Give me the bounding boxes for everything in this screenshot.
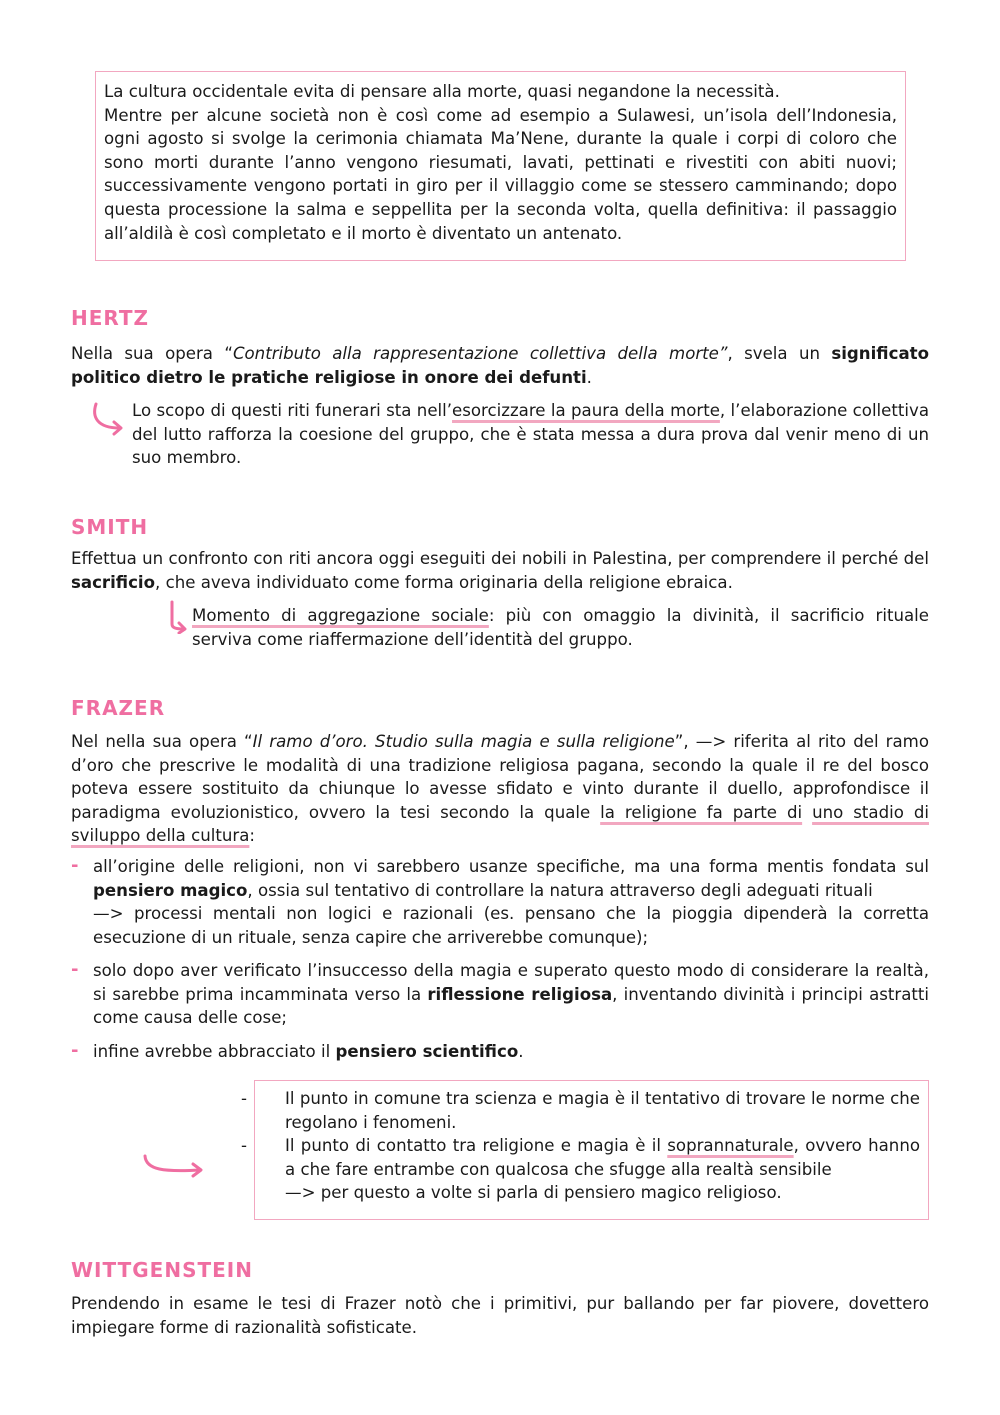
intro-line-1: La cultura occidentale evita di pensare alla morte, quasi negandone la necessità. (104, 82, 780, 101)
hertz-note (132, 399, 929, 470)
frazer-list-item-1 (93, 855, 929, 949)
bullet-marker-1: - (71, 855, 79, 876)
frazer-list-item-2 (93, 959, 945, 1030)
list-item-2-text-a: solo dopo aver verificato l’insuccesso della magia e superato questo modo di considerare la realtà, si sarebbe prima incamminata verso la (93, 961, 945, 1004)
frazer-text-c: : (249, 826, 255, 846)
bullet-marker-2: - (71, 959, 79, 980)
hertz-note-highlight: esorcizzare la paura della morte (452, 401, 720, 420)
heading-smith: SMITH (71, 515, 149, 539)
corner-arrow-icon (166, 600, 192, 634)
note-box-item-2-text-c: —> per questo a volte si parla di pensiero magico religioso. (285, 1183, 782, 1203)
smith-paragraph (71, 547, 929, 594)
frazer-highlight-2: uno stadio di sviluppo della cultura (71, 802, 929, 846)
note-box-item-1-text: Il punto in comune tra scienza e magia è il tentativo di trovare le norme che regolano i fenomeni. (285, 1089, 920, 1132)
hertz-text-b: , svela un (727, 344, 832, 363)
frazer-work-title: Il ramo d’oro. Studio sulla magia e sulla religione (252, 732, 675, 751)
curved-arrow-icon (90, 402, 130, 438)
list-item-2-bold: riflessione religiosa (427, 984, 613, 1004)
list-item-1-bold: pensiero magico (93, 880, 248, 900)
list-item-1-text-c: —> processi mentali non logici e razionali (es. pensano che la pioggia dipenderà la corretta esecuzione di un rituale, senza capire che arriverebbe comunque); (93, 904, 929, 947)
list-item-1-text-b: , ossia sul tentativo di controllare la natura attraverso degli adeguati rituali (247, 880, 873, 900)
hertz-text-c: . (586, 367, 592, 387)
list-item-3-bold: pensiero scientifico (335, 1042, 519, 1061)
smith-note (192, 604, 929, 651)
hertz-paragraph (71, 342, 929, 389)
smith-note-b: : più con omaggio la divinità, il sacrificio rituale serviva come riaffermazione dell’identità del gruppo. (192, 606, 929, 649)
heading-hertz: HERTZ (71, 306, 150, 330)
list-item-2-text-b: , inventando divinità i principi astratti come causa delle cose; (93, 984, 935, 1028)
smith-bold-text: sacrificio (71, 572, 156, 592)
list-item-3-text-b: . (518, 1042, 524, 1061)
frazer-highlight-1: la religione fa parte di (600, 802, 803, 822)
note-box-item-1 (241, 1087, 920, 1134)
hertz-note-a: Lo scopo di questi riti funerari sta nell’ (132, 401, 453, 420)
hertz-note-b: , l’elaborazione collettiva del lutto rafforza la coesione del gruppo, che è stata messa a dura prova dal venir meno di un suo membro. (132, 401, 929, 468)
note-box-highlight: soprannaturale (667, 1136, 794, 1156)
frazer-paragraph (71, 730, 929, 848)
dash-marker: - (241, 1136, 247, 1156)
frazer-note-box (241, 1080, 929, 1220)
note-box-item-2 (241, 1134, 920, 1205)
intro-box (95, 71, 906, 261)
note-box-item-2-text-b: , ovvero hanno a che fare entrambe con qualcosa che sfugge alla realtà sensibile (285, 1136, 920, 1179)
bullet-marker-3: - (71, 1040, 79, 1061)
list-item-3-text-a: infine avrebbe abbracciato il (93, 1042, 336, 1061)
frazer-text-b: ”, —> riferita al rito del ramo d’oro che prescrive le modalità di una tradizione religiosa pagana, secondo la quale il re del bosco poteva essere sostituito da chiunque lo avesse sfidato e vinto durante il duello, approfondisce il paradigma evoluzionistico, ovvero la tesi secondo la quale (71, 732, 929, 822)
dash-marker: - (241, 1089, 247, 1108)
frazer-text-mid (802, 803, 812, 822)
frazer-list-item-3 (93, 1040, 929, 1064)
smith-text-b: , che aveva individuato come forma originaria della religione ebraica. (155, 572, 733, 592)
smith-note-highlight: Momento di aggregazione sociale (192, 606, 489, 625)
hertz-bold-text: significato politico dietro le pratiche religiose in onore dei defunti (71, 344, 929, 387)
hertz-text-a: Nella sua opera “ (71, 344, 233, 363)
heading-wittgenstein: WITTGENSTEIN (71, 1258, 253, 1282)
frazer-text-a: Nel nella sua opera “ (71, 732, 253, 751)
curved-arrow-icon (142, 1152, 206, 1182)
heading-frazer: FRAZER (71, 696, 166, 720)
list-item-1-text-a: all’origine delle religioni, non vi sarebbero usanze specifiche, ma una forma mentis fondata sul (93, 857, 929, 876)
hertz-work-title: Contributo alla rappresentazione collettiva della morte” (232, 344, 728, 363)
smith-text-a: Effettua un confronto con riti ancora oggi eseguiti dei nobili in Palestina, per comprendere il perché del (71, 549, 929, 568)
note-box-item-2-text-a: Il punto di contatto tra religione e magia è il (285, 1136, 668, 1156)
wittgenstein-paragraph: Prendendo in esame le tesi di Frazer notò che i primitivi, pur ballando per far piovere, dovettero impiegare forme di razionalità sofisticate. (71, 1294, 929, 1337)
intro-paragraph: Mentre per alcune società non è così come ad esempio a Sulawesi, un’isola dell’Indonesia, ogni agosto si svolge la cerimonia chiamata Ma’Nene, durante la quale i corpi di coloro che sono morti durante l’anno vengono riesumati, lavati, pettinati e rivestiti con abiti nuovi; successivamente vengono portati in giro per il villaggio come se stessero camminando; dopo questa processione la salma e seppellita per la seconda volta, quella definitiva: il passaggio all’aldilà è così completato e il morto è diventato un antenato. (104, 105, 897, 243)
